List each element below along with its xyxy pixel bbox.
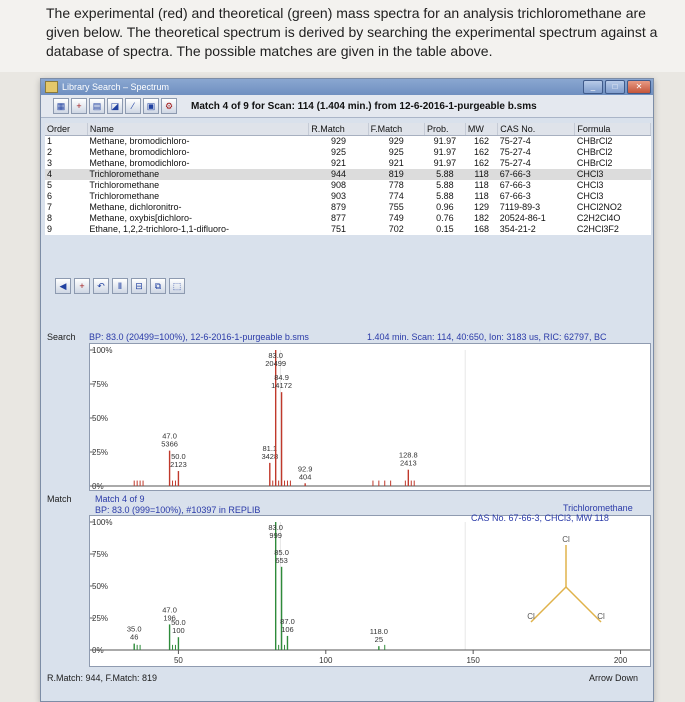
peak-value-label: 100 xyxy=(172,626,185,636)
table-cell: 67-66-3 xyxy=(499,191,531,201)
table-body xyxy=(45,136,651,236)
table-cell: C2H2Cl4O xyxy=(576,213,621,223)
print-icon[interactable]: ▣ xyxy=(143,98,159,114)
table-cell: 118 xyxy=(474,191,489,201)
table-cell: Methane, dichloronitro- xyxy=(89,202,182,212)
peak-mz-label: 128.8 xyxy=(398,450,418,460)
table-row[interactable] xyxy=(45,169,651,180)
table-cell: 925 xyxy=(388,147,404,157)
filter-icon[interactable]: ⊟ xyxy=(131,278,147,294)
peak-mz-label: 47.0 xyxy=(162,431,177,441)
table-cell: CHCl3 xyxy=(576,180,604,190)
table-cell: 929 xyxy=(388,136,404,146)
peak-value-label: 46 xyxy=(130,632,139,642)
table-cell: 354-21-2 xyxy=(499,224,536,234)
peak-mz-label: 47.0 xyxy=(162,605,177,615)
grid-icon[interactable]: ▦ xyxy=(53,98,69,114)
table-cell: 908 xyxy=(330,180,346,190)
y-tick-label: 0% xyxy=(92,646,104,655)
table-cell: 4 xyxy=(45,169,87,180)
match-label: Match xyxy=(47,494,72,504)
table-cell: 75-27-4 xyxy=(499,158,531,168)
table-cell: 129 xyxy=(474,202,490,212)
column-header[interactable]: Prob. xyxy=(424,123,465,136)
column-header[interactable]: MW xyxy=(465,123,497,136)
table-cell: 91.97 xyxy=(433,158,457,168)
bond-line xyxy=(531,587,566,622)
peak-value-label: 5366 xyxy=(161,439,178,449)
table-cell: 6 xyxy=(47,191,53,201)
table-row[interactable] xyxy=(45,224,651,235)
bond-line xyxy=(566,587,601,622)
peak-value-label: 20499 xyxy=(265,359,287,368)
peak-mz-label: 83.0 xyxy=(268,351,283,360)
table-cell: CHBrCl2 xyxy=(576,147,613,157)
library-search-window xyxy=(40,78,654,702)
atom-label-cl: Cl xyxy=(527,612,535,621)
y-tick-label: 0% xyxy=(92,482,104,491)
table-cell: 778 xyxy=(388,180,404,190)
table-cell: 3 xyxy=(47,158,53,168)
table-cell: 5.88 xyxy=(436,180,454,190)
top-toolbar xyxy=(41,95,653,118)
y-tick-label: 50% xyxy=(92,582,109,591)
peak-value-label: 196 xyxy=(163,613,176,623)
table-cell: 9 xyxy=(47,224,53,234)
table-cell: Methane, oxybis[dichloro- xyxy=(89,213,192,223)
column-header[interactable]: Name xyxy=(87,123,308,136)
table-cell: CHBrCl2 xyxy=(576,158,613,168)
bottom-right-status: Arrow Down xyxy=(589,673,639,683)
table-cell: 162 xyxy=(474,158,490,168)
table-cell: 5 xyxy=(47,180,53,190)
scale-icon[interactable]: ⧉ xyxy=(150,278,166,294)
table-row[interactable] xyxy=(45,136,651,148)
table-cell: 2 xyxy=(47,147,53,157)
table-cell: 91.97 xyxy=(433,136,457,146)
search-scan-info: 1.404 min. Scan: 114, 40:650, Ion: 3183 us, RIC: 62797, BC xyxy=(367,332,607,342)
y-tick-label: 25% xyxy=(92,614,109,623)
table-cell: 0.76 xyxy=(436,213,454,223)
table-cell: 75-27-4 xyxy=(499,136,531,146)
table-cell: 921 xyxy=(330,158,346,168)
table-cell: 20524-86-1 xyxy=(499,213,546,223)
table-cell: 118 xyxy=(474,180,489,190)
column-header[interactable]: CAS No. xyxy=(498,123,575,136)
peak-value-label: 999 xyxy=(269,531,282,540)
table-cell: Trichloromethane xyxy=(87,169,308,180)
table-cell: Methane, bromodichloro- xyxy=(89,147,190,157)
y-tick-label: 75% xyxy=(92,380,109,389)
atom-label-cl: Cl xyxy=(597,612,605,621)
match-title: Match 4 of 9 xyxy=(95,494,145,504)
structure-cas: CAS No. 67-66-3, CHCl3, MW 118 xyxy=(471,513,609,523)
table-cell: 879 xyxy=(330,202,346,212)
table-cell: 7 xyxy=(47,202,53,212)
peak-mz-label: 118.0 xyxy=(369,627,388,637)
match-header: Match 4 of 9 for Scan: 114 (1.404 min.) from 12-6-2016-1-purgeable b.sms xyxy=(191,100,537,112)
table-cell: 751 xyxy=(330,224,346,234)
table-cell: C2HCl3F2 xyxy=(576,224,619,234)
peak-mz-label: 35.0 xyxy=(126,624,142,634)
x-tick-label: 150 xyxy=(466,656,480,665)
table-cell: 1 xyxy=(47,136,53,146)
subtract-icon[interactable]: ↶ xyxy=(93,278,109,294)
table-cell: CHCl2NO2 xyxy=(576,202,622,212)
table-cell: 8 xyxy=(47,213,53,223)
table-cell: 755 xyxy=(388,202,404,212)
chart-icon[interactable]: ◪ xyxy=(107,98,123,114)
bottom-left-status: R.Match: 944, F.Match: 819 xyxy=(47,673,158,683)
table-cell: Ethane, 1,2,2-trichloro-1,1-difluoro- xyxy=(89,224,229,234)
table-cell: 921 xyxy=(388,158,404,168)
peak-value-label: 25 xyxy=(374,635,384,645)
app-icon xyxy=(45,81,58,93)
zoom-icon[interactable]: ⬚ xyxy=(169,278,185,294)
table-row[interactable] xyxy=(45,213,651,224)
table-cell: 67-66-3 xyxy=(498,169,575,180)
table-row[interactable] xyxy=(45,158,651,169)
x-tick-label: 100 xyxy=(319,656,333,665)
column-header[interactable]: Formula xyxy=(575,123,651,136)
peak-mz-label: 50.0 xyxy=(171,452,186,462)
close-button[interactable]: ✕ xyxy=(627,80,651,94)
table-row[interactable] xyxy=(45,191,651,202)
compare-icon[interactable]: ⁄ xyxy=(125,98,141,114)
add-icon[interactable]: + xyxy=(71,98,87,114)
window-title: Library Search – Spectrum xyxy=(62,82,170,92)
peak-value-label: 14172 xyxy=(271,381,293,391)
table-cell: Methane, bromodichloro- xyxy=(89,136,190,146)
column-header[interactable]: R.Match xyxy=(309,123,368,136)
table-cell: 903 xyxy=(330,191,346,201)
column-header[interactable]: Order xyxy=(45,123,87,136)
question-paragraph: The experimental (red) and theoretical (green) mass spectra for an analysis trichloromethane are given below. The theoretical spectrum is derived by searching the experimental spectrum against a database of spectra. The possible matches are given in the table above. xyxy=(46,5,658,59)
table-row[interactable] xyxy=(45,180,651,191)
match-info: BP: 83.0 (999=100%), #10397 in REPLIB xyxy=(95,505,261,515)
table-cell: 67-66-3 xyxy=(499,180,531,190)
spectrum-toolbar xyxy=(45,277,661,295)
peak-value-label: 404 xyxy=(298,472,312,482)
table-cell: 702 xyxy=(388,224,404,234)
peak-mz-label: 83.0 xyxy=(268,523,283,532)
peak-mz-label: 87.0 xyxy=(280,616,295,626)
search-label: Search xyxy=(47,332,76,342)
add-spectrum-icon[interactable]: + xyxy=(74,278,90,294)
options-icon[interactable]: ⚙ xyxy=(161,98,177,114)
table-cell: 774 xyxy=(388,191,404,201)
table-cell: 75-27-4 xyxy=(499,147,531,157)
peak-mz-label: 81.1 xyxy=(262,443,278,453)
experimental-spectrum-plot[interactable] xyxy=(89,343,651,491)
peak-value-label: 653 xyxy=(275,555,288,565)
table-cell: 118 xyxy=(465,169,497,180)
column-header[interactable]: F.Match xyxy=(368,123,424,136)
table-cell: CHCl3 xyxy=(575,169,651,180)
table-cell: 0.15 xyxy=(436,224,454,234)
peak-value-label: 3428 xyxy=(261,451,279,461)
table-cell: 944 xyxy=(309,169,368,180)
x-tick-label: 50 xyxy=(173,656,183,665)
table-cell: 5.88 xyxy=(424,169,465,180)
y-tick-label: 50% xyxy=(92,414,109,423)
table-cell: Trichloromethane xyxy=(89,191,160,201)
chcl3-structure xyxy=(511,527,621,637)
y-tick-label: 100% xyxy=(92,518,113,527)
window-titlebar[interactable] xyxy=(41,79,653,95)
peak-value-label: 2123 xyxy=(170,460,187,470)
bar-view-icon[interactable]: Ⅱ xyxy=(112,278,128,294)
y-tick-label: 25% xyxy=(92,448,109,457)
table-cell: 162 xyxy=(474,136,490,146)
y-tick-label: 100% xyxy=(92,346,113,355)
restore-button[interactable]: □ xyxy=(605,80,625,94)
peak-value-label: 2413 xyxy=(399,458,417,468)
question-text-area xyxy=(0,0,685,72)
table-cell: 929 xyxy=(330,136,346,146)
table-row[interactable] xyxy=(45,147,651,158)
table-cell: 819 xyxy=(368,169,424,180)
peak-mz-label: 92.9 xyxy=(297,464,313,474)
search-info: BP: 83.0 (20499=100%), 12-6-2016-1-purgeable b.sms xyxy=(89,332,309,342)
table-cell: 162 xyxy=(474,147,490,157)
minimize-button[interactable]: _ xyxy=(583,80,603,94)
table-cell: 91.97 xyxy=(433,147,457,157)
table-cell: CHCl3 xyxy=(576,191,604,201)
peak-value-label: 106 xyxy=(281,624,294,634)
y-tick-label: 75% xyxy=(92,550,109,559)
structure-title: Trichloromethane xyxy=(563,503,633,513)
table-row[interactable] xyxy=(45,202,651,213)
table-cell: 168 xyxy=(474,224,490,234)
x-tick-label: 200 xyxy=(613,656,628,665)
table-cell: 877 xyxy=(330,213,346,223)
peak-mz-label: 50.0 xyxy=(171,618,186,628)
table-cell: 749 xyxy=(388,213,404,223)
table-cell: 0.96 xyxy=(436,202,454,212)
atom-label-cl: Cl xyxy=(562,535,570,544)
table-cell: Trichloromethane xyxy=(89,180,160,190)
table-cell: Methane, bromodichloro- xyxy=(89,158,190,168)
table-header-row xyxy=(45,123,651,136)
table-cell: 7119-89-3 xyxy=(499,202,541,212)
peak-mz-label: 85.0 xyxy=(274,547,289,557)
table-cell: 5.88 xyxy=(436,191,454,201)
arrow-left-icon[interactable]: ◀ xyxy=(55,278,71,294)
library-icon[interactable]: ▤ xyxy=(89,98,105,114)
match-table xyxy=(45,123,651,235)
table-cell: CHBrCl2 xyxy=(576,136,613,146)
peak-mz-label: 84.9 xyxy=(274,373,289,383)
table-cell: 925 xyxy=(330,147,346,157)
table-cell: 182 xyxy=(474,213,490,223)
